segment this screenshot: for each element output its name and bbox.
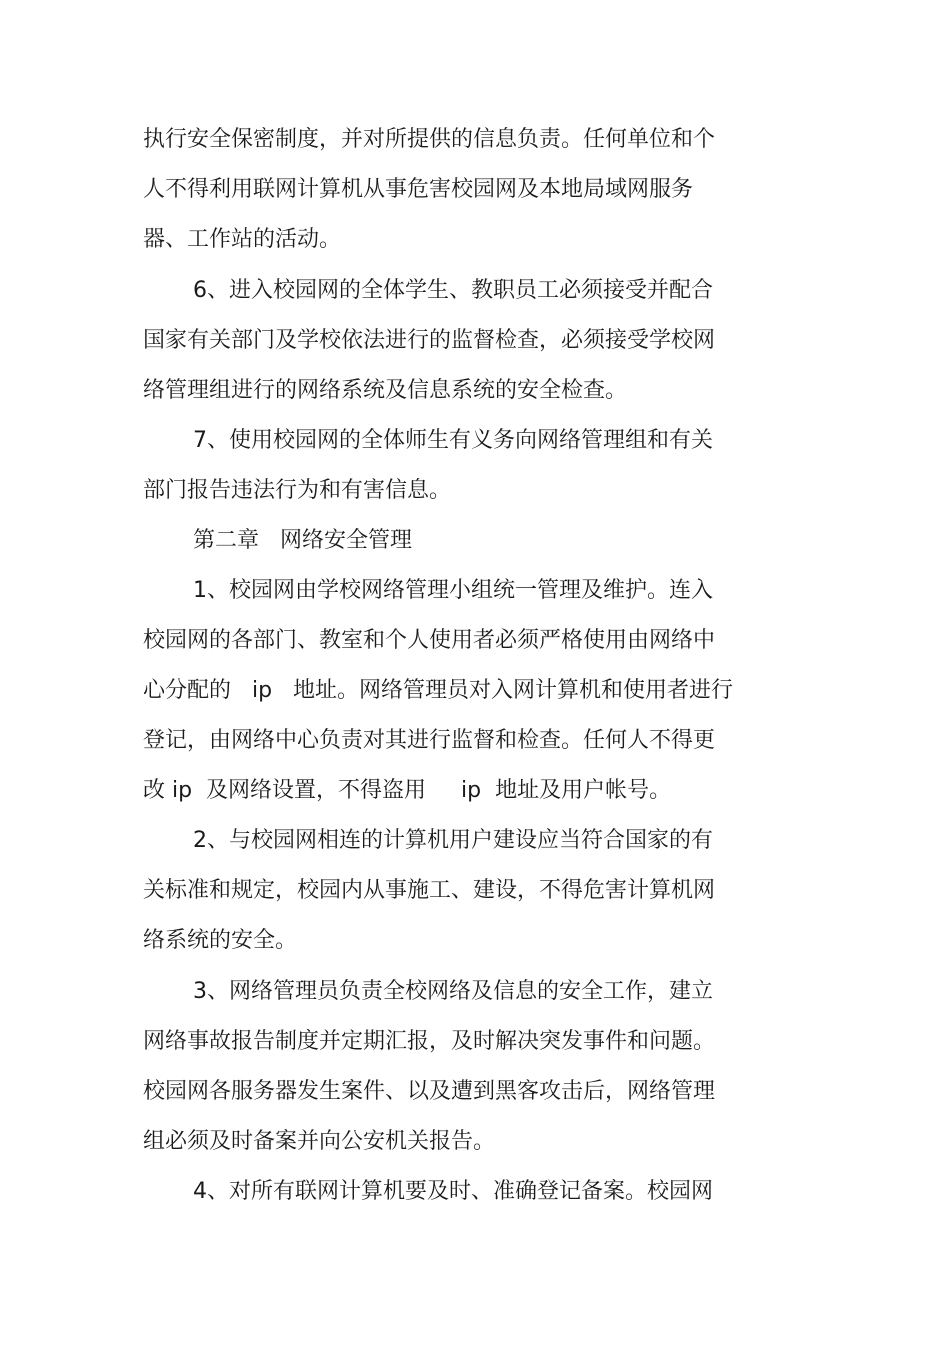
text-line: 人不得利用联网计算机从事危害校园网及本地局域网服务 [143, 177, 694, 202]
text-line: 1、校园网由学校网络管理小组统一管理及维护。连入 [193, 578, 713, 603]
text-line: 校园网各服务器发生案件、以及遭到黑客攻击后，网络管理 [143, 1079, 716, 1104]
text-line: 7、使用校园网的全体师生有义务向网络管理组和有关 [193, 428, 713, 453]
text-line: 2、与校园网相连的计算机用户建设应当符合国家的有 [193, 828, 713, 853]
text-line: 网络事故报告制度并定期汇报，及时解决突发事件和问题。 [143, 1029, 716, 1054]
text-line: 络系统的安全。 [143, 928, 298, 953]
text-line: 4、对所有联网计算机要及时、准确登记备案。校园网 [193, 1179, 713, 1204]
text-line: 6、进入校园网的全体学生、教职员工必须接受并配合 [193, 278, 713, 303]
chapter-heading: 第二章 网络安全管理 [193, 528, 412, 553]
text-line: 关标准和规定，校园内从事施工、建设，不得危害计算机网 [143, 878, 716, 903]
text-line: 器、工作站的活动。 [143, 227, 342, 252]
text-line: 3、网络管理员负责全校网络及信息的安全工作，建立 [193, 979, 713, 1004]
text-line: 校园网的各部门、教室和个人使用者必须严格使用由网络中 [143, 628, 716, 653]
text-line: 登记，由网络中心负责对其进行监督和检查。任何人不得更 [143, 728, 716, 753]
text-line: 心分配的 ip 地址。网络管理员对入网计算机和使用者进行 [143, 678, 734, 703]
text-line: 组必须及时备案并向公安机关报告。 [143, 1129, 496, 1154]
text-line: 执行安全保密制度，并对所提供的信息负责。任何单位和个 [143, 127, 716, 152]
text-line: 络管理组进行的网络系统及信息系统的安全检查。 [143, 378, 628, 403]
text-line: 部门报告违法行为和有害信息。 [143, 478, 452, 503]
text-line: 改 ip 及网络设置，不得盗用 ip 地址及用户帐号。 [143, 778, 672, 803]
text-line: 国家有关部门及学校依法进行的监督检查，必须接受学校网 [143, 328, 716, 353]
